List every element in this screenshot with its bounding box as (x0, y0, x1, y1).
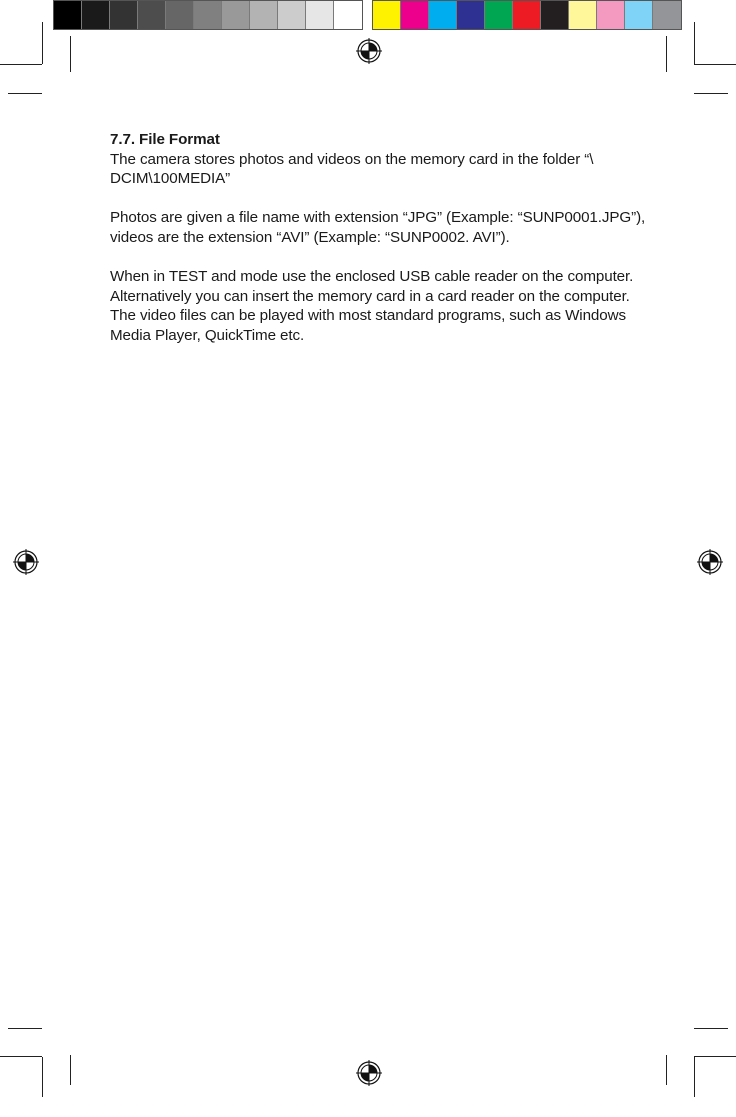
color-swatch-8 (597, 1, 625, 29)
section-content (110, 130, 650, 365)
paragraph-file-names: Photos are given a file name with extension “JPG” (Example: “SUNP0001.JPG”), videos are the extension “AVI” (Example: “SUNP0002. AVI”). (110, 209, 646, 246)
color-calibration-bar (53, 0, 682, 28)
color-swatch-0 (373, 1, 401, 29)
crop-mark (694, 64, 736, 65)
paragraph-folder: The camera stores photos and videos on the memory card in the folder “\ DCIM\100MEDIA” (110, 150, 594, 188)
color-swatch-3 (457, 1, 485, 29)
crop-mark (694, 1057, 695, 1097)
gray-swatch-0 (54, 1, 82, 29)
color-swatch-1 (401, 1, 429, 29)
color-swatch-2 (429, 1, 457, 29)
registration-mark-icon (356, 38, 382, 64)
crop-mark (694, 93, 728, 94)
crop-mark (0, 1056, 42, 1057)
color-swatch-9 (625, 1, 653, 29)
crop-mark (8, 93, 42, 94)
gray-swatch-10 (334, 1, 362, 29)
gray-swatch-9 (306, 1, 334, 29)
registration-mark-icon (356, 1060, 382, 1086)
crop-mark (8, 1028, 42, 1029)
gray-swatch-3 (138, 1, 166, 29)
crop-mark (70, 1055, 71, 1085)
gray-swatch-1 (82, 1, 110, 29)
gray-swatch-2 (110, 1, 138, 29)
registration-mark-icon (13, 549, 39, 575)
gray-swatch-7 (250, 1, 278, 29)
crop-mark (694, 1028, 728, 1029)
gray-swatch-8 (278, 1, 306, 29)
section-heading: 7.7. File Format (110, 131, 220, 148)
crop-mark (70, 36, 71, 72)
color-swatch-6 (541, 1, 569, 29)
crop-mark (694, 1056, 736, 1057)
crop-mark (0, 64, 42, 65)
grayscale-swatch-group (53, 0, 363, 30)
gray-swatch-6 (222, 1, 250, 29)
color-swatch-7 (569, 1, 597, 29)
crop-mark (694, 22, 695, 64)
paragraph-usb-usage: When in TEST and mode use the enclosed USB cable reader on the computer. Alternatively you can insert the memory card in a card reader on the computer. The video files can be played with most standard programs, such as Windows Media Player, QuickTime etc. (110, 268, 634, 344)
gray-swatch-5 (194, 1, 222, 29)
color-swatch-10 (653, 1, 681, 29)
color-swatch-4 (485, 1, 513, 29)
registration-mark-icon (697, 549, 723, 575)
color-swatch-5 (513, 1, 541, 29)
crop-mark (666, 1055, 667, 1085)
crop-mark (42, 22, 43, 64)
crop-mark (42, 1057, 43, 1097)
gray-swatch-4 (166, 1, 194, 29)
color-swatch-group (372, 0, 682, 30)
crop-mark (666, 36, 667, 72)
